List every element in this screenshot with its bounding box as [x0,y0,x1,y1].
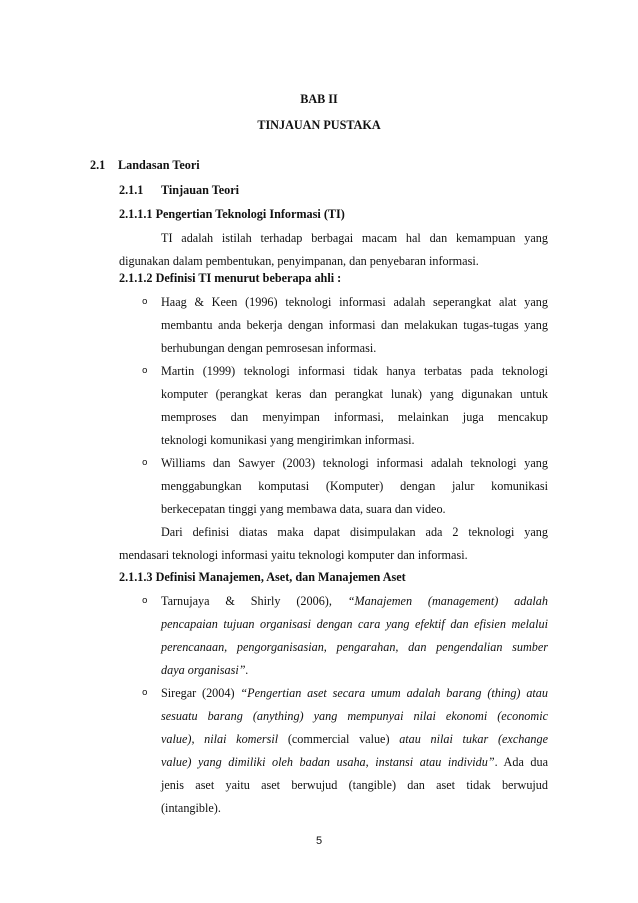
bullet-marker: o [142,297,148,307]
bullet-line: daya organisasi”. [161,663,249,677]
heading-2-1-1-3: 2.1.1.3 Definisi Manajemen, Aset, dan Manajemen Aset [119,570,406,584]
section-title: Landasan Teori [118,158,200,172]
heading-2-1-1-2: 2.1.1.2 Definisi TI menurut beberapa ahli : [119,271,342,285]
paragraph-line: digunakan dalam pembentukan, penyimpanan, dan penyebaran informasi. [119,254,479,268]
bullet-line: berkecepatan tinggi yang membawa data, suara dan video. [161,502,446,516]
chapter-label: BAB II [300,92,338,106]
section-number: 2.1 [90,158,106,172]
bullet-line: teknologi komunikasi yang mengirimkan informasi. [161,433,415,447]
bullet-line: perencanaan, pengorganisasian, pengarahan, dan pengendalian sumber [161,640,548,654]
bullet-line: berhubungan dengan pemrosesan informasi. [161,341,377,355]
subsection-number: 2.1.1 [119,183,144,197]
bullet-line: Siregar (2004) “Pengertian aset secara umum adalah barang (thing) atau [161,686,548,700]
bullet-line: memproses dan menyimpan informasi, melainkan juga mencakup [161,410,548,424]
bullet-marker: o [142,458,148,468]
heading-2-1-1-1: 2.1.1.1 Pengertian Teknologi Informasi (TI) [119,207,345,221]
bullet-line: (intangible). [161,801,221,815]
bullet-line: pencapaian tujuan organisasi dengan cara yang efektif dan efisien melalui [161,617,548,631]
bullet-line: Williams dan Sawyer (2003) teknologi informasi adalah teknologi yang [161,456,548,470]
paragraph-line: TI adalah istilah terhadap berbagai macam hal dan kemampuan yang [161,231,548,245]
bullet-line: komputer (perangkat keras dan perangkat lunak) yang digunakan untuk [161,387,548,401]
bullet-marker: o [142,596,148,606]
bullet-line: Tarnujaya & Shirly (2006), “Manajemen (management) adalah [161,594,548,608]
subsection-title: Tinjauan Teori [161,183,240,197]
page-number: 5 [315,835,323,847]
bullet-line: jenis aset yaitu aset berwujud (tangible) dan aset tidak berwujud [161,778,548,792]
paragraph-line: Dari definisi diatas maka dapat disimpulakan ada 2 teknologi yang [161,525,548,539]
bullet-line: sesuatu barang (anything) yang mempunyai nilai ekonomi (economic [161,709,548,723]
bullet-line: value), nilai komersil (commercial value) atau nilai tukar (exchange [161,732,549,746]
bullet-marker: o [142,688,148,698]
paragraph-line: mendasari teknologi informasi yaitu teknologi komputer dan informasi. [119,548,468,562]
bullet-line: menggabungkan komputasi (Komputer) dengan jalur komunikasi [161,479,548,493]
bullet-line: Martin (1999) teknologi informasi tidak hanya terbatas pada teknologi [161,364,548,378]
bullet-line: value) yang dimiliki oleh badan usaha, instansi atau individu”. Ada dua [161,755,548,769]
chapter-title: TINJAUAN PUSTAKA [257,118,381,132]
bullet-line: Haag & Keen (1996) teknologi informasi adalah seperangkat alat yang [161,295,548,309]
bullet-line: membantu anda bekerja dengan informasi dan melakukan tugas-tugas yang [161,318,548,332]
bullet-marker: o [142,366,148,376]
